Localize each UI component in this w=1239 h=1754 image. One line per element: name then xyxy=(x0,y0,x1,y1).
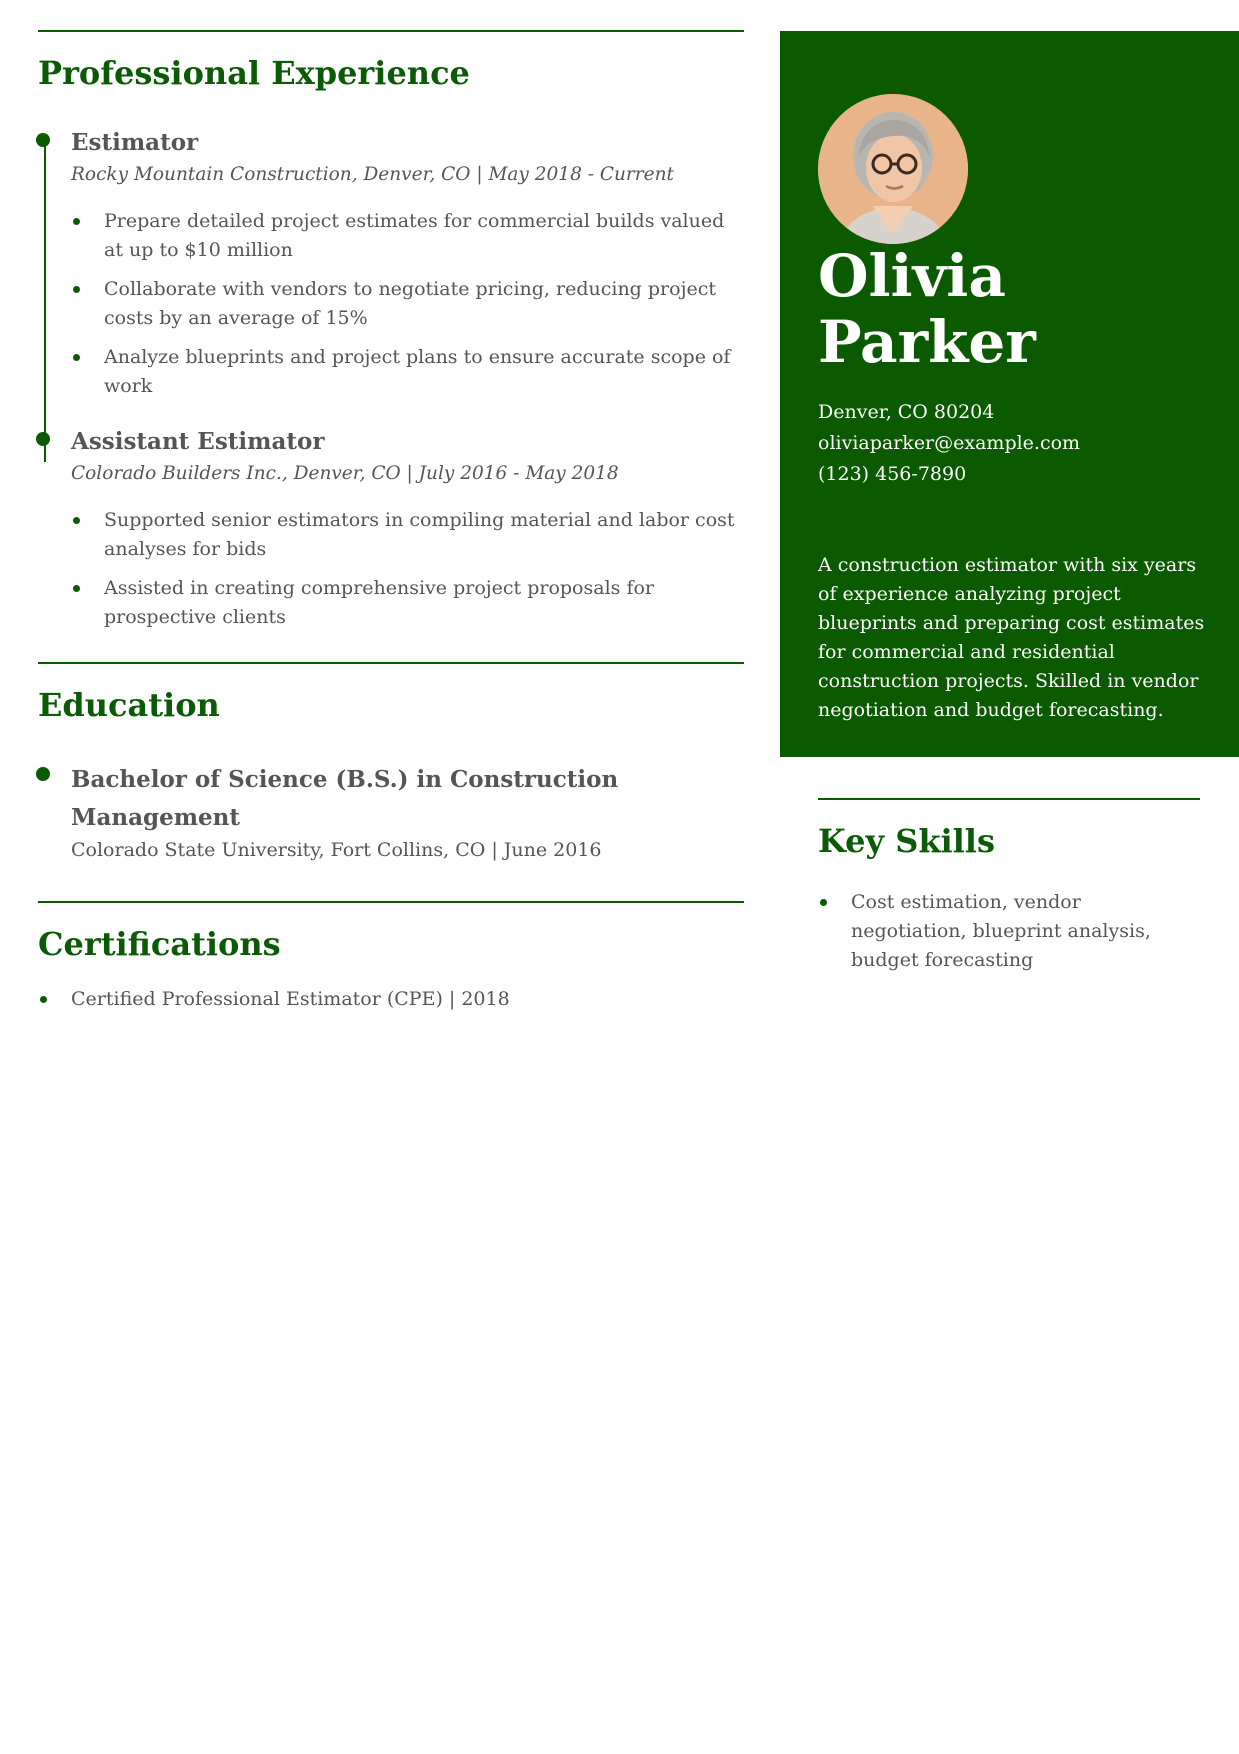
certifications-heading: Certifications xyxy=(38,924,281,963)
job-meta: Colorado Builders Inc., Denver, CO | July 2016 - May 2018 xyxy=(71,463,619,485)
bullet-icon xyxy=(73,218,80,225)
list-item: Analyze blueprints and project plans to ensure accurate scope of work xyxy=(71,343,744,401)
experience-timeline xyxy=(38,128,744,632)
certifications-section xyxy=(38,901,744,1014)
education-heading: Education xyxy=(38,686,220,725)
list-item: Cost estimation, vendor negotiation, blueprint analysis, budget forecasting xyxy=(818,888,1200,975)
candidate-name xyxy=(818,243,1036,375)
skills-heading: Key Skills xyxy=(818,822,995,860)
job-bullets xyxy=(71,207,744,401)
job-entry xyxy=(71,128,744,401)
main-column xyxy=(38,30,744,1024)
bullet-icon xyxy=(73,517,80,524)
profile-summary: A construction estimator with six years of experience analyzing project blueprints and preparing cost estimates for commercial and residential construction projects. Skilled in vendor negotiation and budget forecasting. xyxy=(818,554,1205,721)
list-item: Collaborate with vendors to negotiate pricing, reducing project costs by an average of 15% xyxy=(71,275,744,333)
bullet-icon xyxy=(73,585,80,592)
list-item: Prepare detailed project estimates for commercial builds valued at up to $10 million xyxy=(71,207,744,265)
timeline-dot xyxy=(36,767,50,781)
timeline-line xyxy=(44,136,46,462)
timeline-dot xyxy=(36,432,50,446)
location-text: Denver, CO 80204 xyxy=(818,401,995,423)
school-info: Colorado State University, Fort Collins, CO | June 2016 xyxy=(71,838,602,861)
job-entry xyxy=(71,427,744,632)
email-link[interactable]: oliviaparker@example.com xyxy=(818,432,1081,454)
education-section xyxy=(38,662,744,860)
skills-section xyxy=(818,798,1200,985)
education-entry xyxy=(38,761,744,861)
last-name: Parker xyxy=(818,308,1036,376)
job-title: Estimator xyxy=(71,129,199,157)
list-item: Assisted in creating comprehensive project proposals for prospective clients xyxy=(71,574,744,632)
experience-section xyxy=(38,30,744,632)
portrait-illustration xyxy=(818,94,968,244)
bullet-icon xyxy=(820,899,827,906)
skills-list xyxy=(818,888,1200,975)
job-meta: Rocky Mountain Construction, Denver, CO | May 2018 - Current xyxy=(71,164,674,186)
bullet-icon xyxy=(73,286,80,293)
bullet-icon xyxy=(73,354,80,361)
phone-text: (123) 456-7890 xyxy=(818,463,967,485)
list-item: Supported senior estimators in compiling material and labor cost analyses for bids xyxy=(71,506,744,564)
job-title: Assistant Estimator xyxy=(71,428,325,456)
experience-heading: Professional Experience xyxy=(38,54,470,92)
contact-info xyxy=(818,397,1080,490)
degree-title: Bachelor of Science (B.S.) in Construction Management xyxy=(71,765,619,831)
profile-sidebar xyxy=(780,31,1239,757)
list-item: Certified Professional Estimator (CPE) | 2018 xyxy=(38,985,744,1014)
first-name: Olivia xyxy=(818,242,1006,310)
avatar xyxy=(818,94,968,244)
certifications-list xyxy=(38,985,744,1014)
bullet-icon xyxy=(40,996,47,1003)
timeline-dot xyxy=(36,133,50,147)
job-bullets xyxy=(71,506,744,632)
